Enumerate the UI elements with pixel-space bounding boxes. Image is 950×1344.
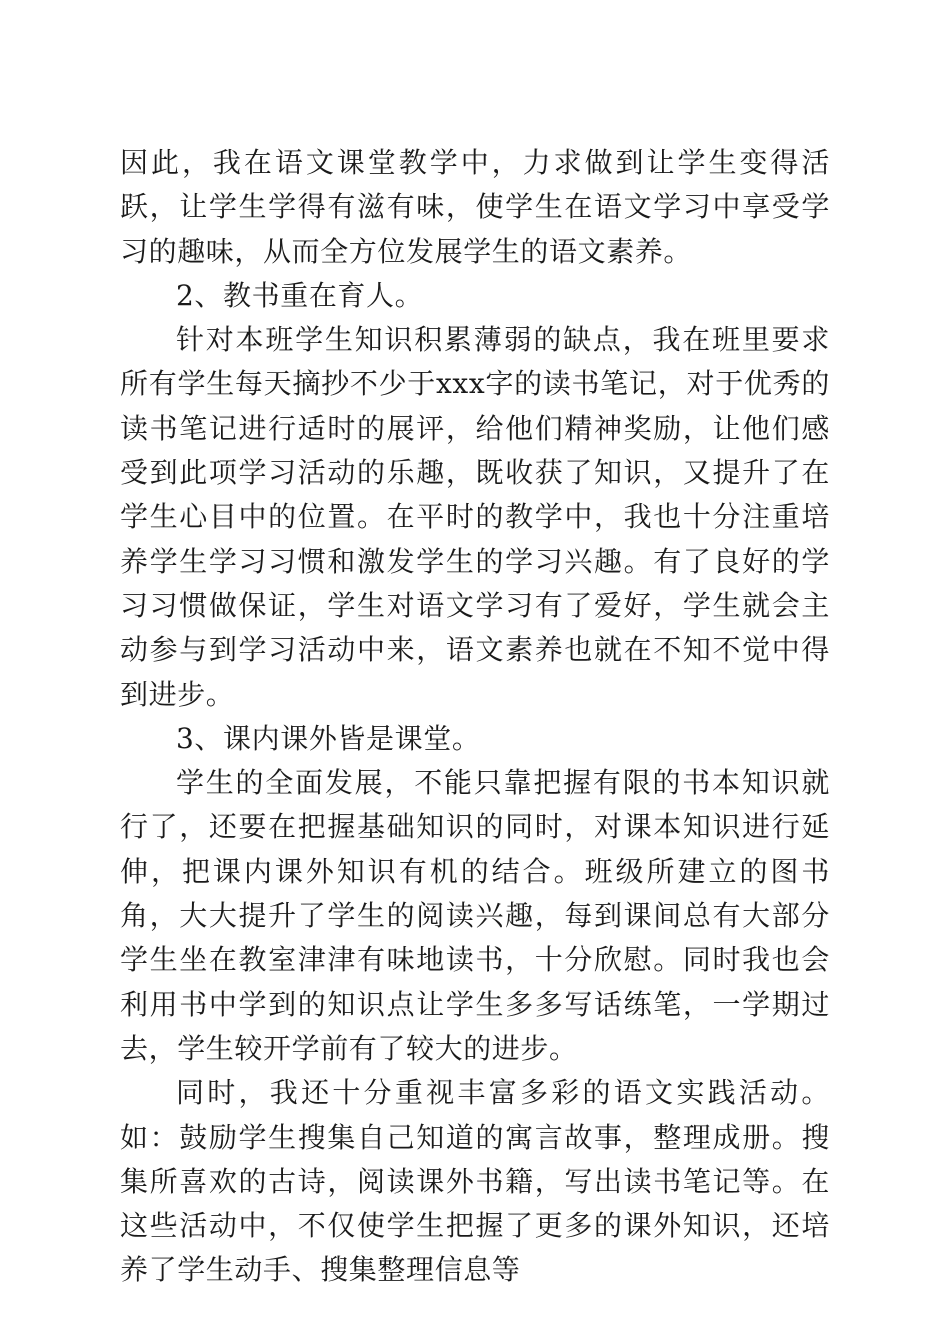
paragraph: 学生的全面发展，不能只靠把握有限的书本知识就行了，还要在把握基础知识的同时，对课本知识进行延伸，把课内课外知识有机的结合。班级所建立的图书角，大大提升了学生的阅读兴趣，每到课间总有大部分学生坐在教室津津有味地读书，十分欣慰。同时我也会利用书中学到的知识点让学生多多写话练笔，一学期过去，学生较开学前有了较大的进步。 <box>120 766 830 1065</box>
paragraph: 针对本班学生知识积累薄弱的缺点，我在班里要求所有学生每天摘抄不少于xxx字的读书笔记，对于优秀的读书笔记进行适时的展评，给他们精神奖励，让他们感受到此项学习活动的乐趣，既收获了知识，又提升了在学生心目中的位置。在平时的教学中，我也十分注重培养学生学习习惯和激发学生的学习兴趣。有了良好的学习习惯做保证，学生对语文学习有了爱好，学生就会主动参与到学习活动中来，语文素养也就在不知不觉中得到进步。 <box>120 323 830 711</box>
paragraph-continued: 因此，我在语文课堂教学中，力求做到让学生变得活跃，让学生学得有滋有味，使学生在语文学习中享受学习的趣味，从而全方位发展学生的语文素养。 <box>120 146 830 268</box>
section-heading-3: 3、课内课外皆是课堂。 <box>176 721 481 755</box>
paragraph: 同时，我还十分重视丰富多彩的语文实践活动。如：鼓励学生搜集自己知道的寓言故事，整理成册。搜集所喜欢的古诗，阅读课外书籍，写出读书笔记等。在这些活动中，不仅使学生把握了更多的课外知识，还培养了学生动手、搜集整理信息等 <box>120 1076 830 1287</box>
document-body <box>120 141 830 1293</box>
section-heading-2: 2、教书重在育人。 <box>176 278 424 312</box>
